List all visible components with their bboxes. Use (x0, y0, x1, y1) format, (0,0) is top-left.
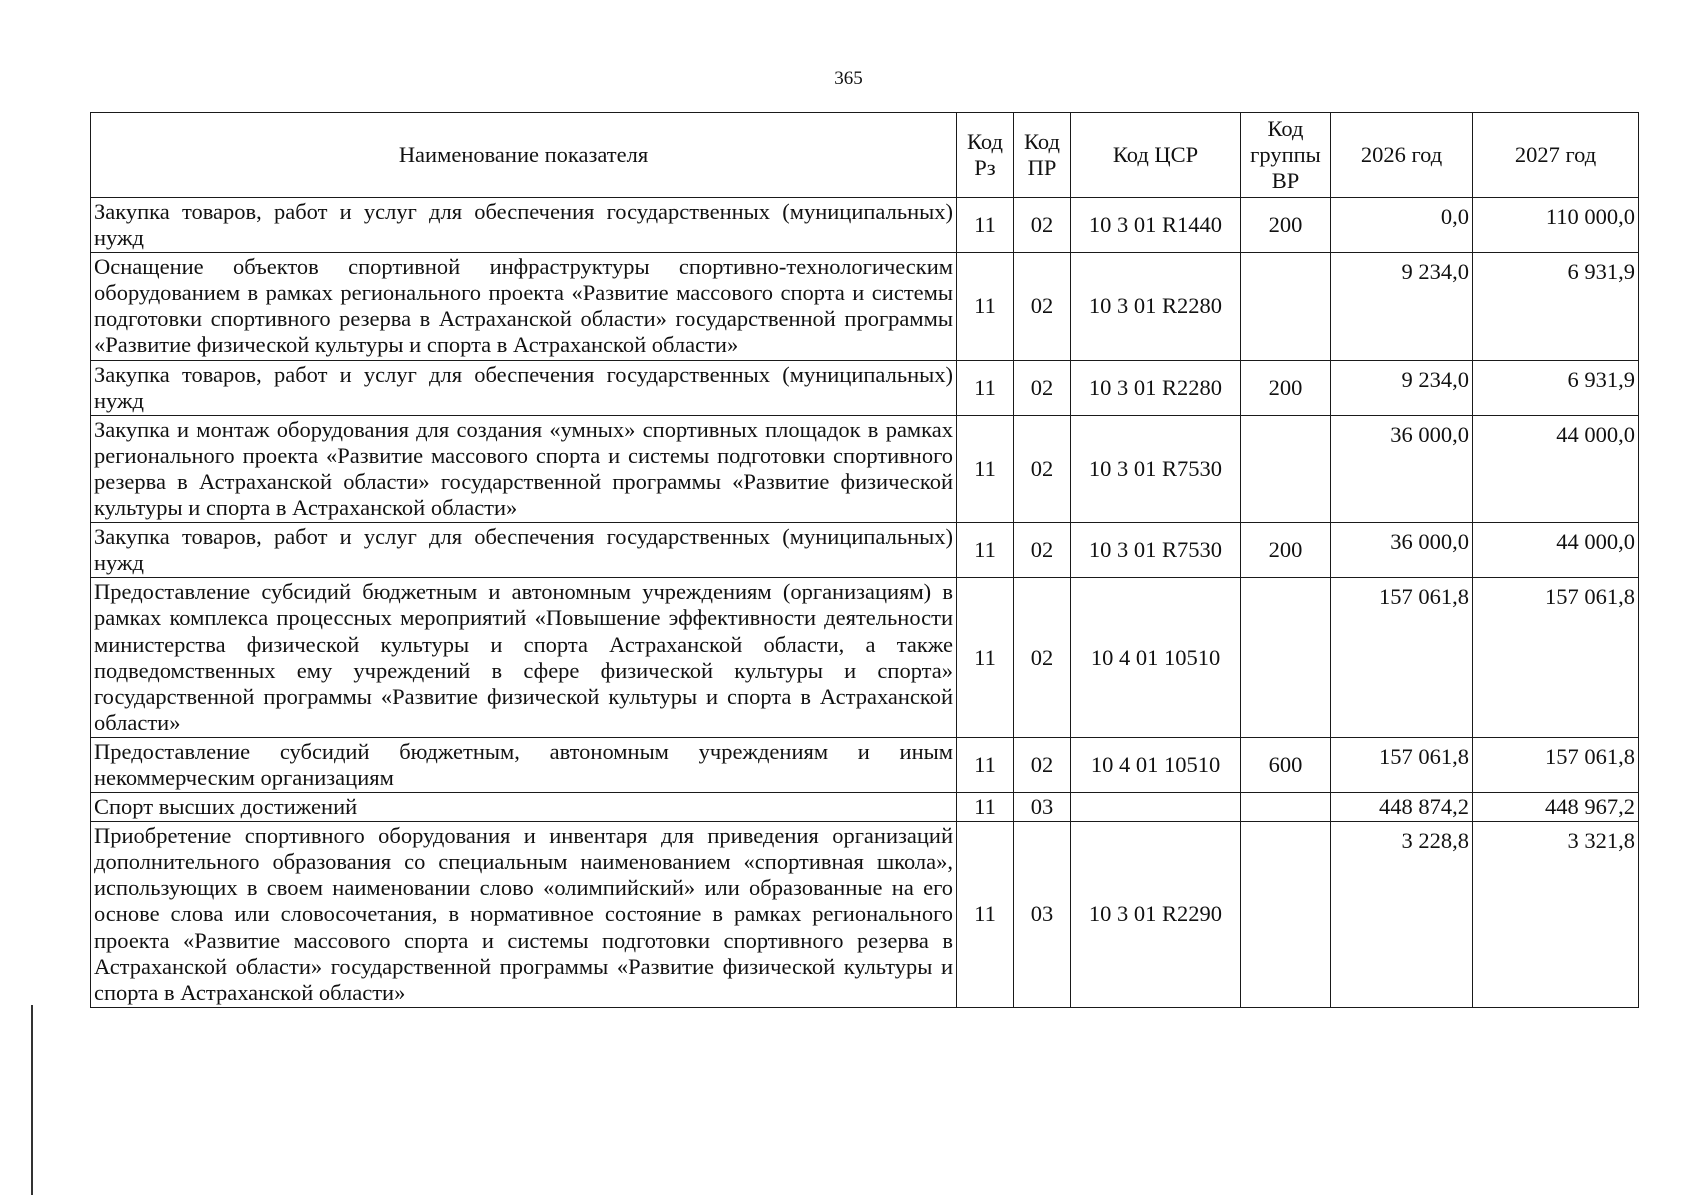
row-csr: 10 4 01 10510 (1071, 578, 1241, 738)
row-vr (1241, 793, 1331, 822)
row-csr: 10 3 01 R2280 (1071, 360, 1241, 415)
row-name: Закупка товаров, работ и услуг для обеспечения государственных (муниципальных) нужд (91, 360, 957, 415)
row-2027: 44 000,0 (1473, 415, 1639, 522)
row-name: Приобретение спортивного оборудования и инвентаря для приведения организаций дополнительного образования со специальным наименованием «спортивная школа», использующих в своем наименовании слово «олимпийский» или образованные на его основе слова или словосочетания, в нормативное состояние в рамках регионального проекта «Развитие массового спорта и системы подготовки спортивного резерва в Астраханской области» государственной программы «Развитие физической культуры и спорта в Астраханской области» (91, 822, 957, 1008)
row-csr: 10 4 01 10510 (1071, 737, 1241, 792)
row-pr: 03 (1014, 822, 1071, 1008)
row-2027: 6 931,9 (1473, 253, 1639, 360)
row-rz: 11 (957, 198, 1014, 253)
row-rz: 11 (957, 822, 1014, 1008)
header-name: Наименование показателя (91, 113, 957, 198)
table-row (91, 822, 1639, 1008)
row-name: Предоставление субсидий бюджетным и автономным учреждениям (организациям) в рамках комплекса процессных мероприятий «Повышение эффективности деятельности министерства физической культуры и спорта Астраханской области, а также подведомственных ему учреждений в сфере физической культуры и спорта» государственной программы «Развитие физической культуры и спорта в Астраханской области» (91, 578, 957, 738)
row-2027: 6 931,9 (1473, 360, 1639, 415)
row-vr: 600 (1241, 737, 1331, 792)
table-row (91, 578, 1639, 738)
row-pr: 02 (1014, 253, 1071, 360)
row-pr: 02 (1014, 578, 1071, 738)
table-row (91, 523, 1639, 578)
row-name: Предоставление субсидий бюджетным, автономным учреждениям и иным некоммерческим организациям (91, 737, 957, 792)
row-pr: 03 (1014, 793, 1071, 822)
row-vr: 200 (1241, 523, 1331, 578)
header-csr: Код ЦСР (1071, 113, 1241, 198)
row-rz: 11 (957, 793, 1014, 822)
row-2026: 157 061,8 (1331, 737, 1473, 792)
table-row (91, 415, 1639, 522)
header-pr: Код ПР (1014, 113, 1071, 198)
row-2026: 36 000,0 (1331, 523, 1473, 578)
row-2026: 157 061,8 (1331, 578, 1473, 738)
table-row (91, 793, 1639, 822)
row-csr: 10 3 01 R7530 (1071, 415, 1241, 522)
table-row (91, 198, 1639, 253)
row-csr: 10 3 01 R7530 (1071, 523, 1241, 578)
row-pr: 02 (1014, 523, 1071, 578)
row-pr: 02 (1014, 737, 1071, 792)
row-name: Закупка товаров, работ и услуг для обеспечения государственных (муниципальных) нужд (91, 523, 957, 578)
row-vr (1241, 253, 1331, 360)
row-2027: 157 061,8 (1473, 578, 1639, 738)
page-number: 365 (834, 68, 863, 89)
table-header-row (91, 113, 1639, 198)
row-rz: 11 (957, 737, 1014, 792)
row-2026: 9 234,0 (1331, 253, 1473, 360)
row-2027: 448 967,2 (1473, 793, 1639, 822)
row-2026: 448 874,2 (1331, 793, 1473, 822)
table-row (91, 360, 1639, 415)
row-csr: 10 3 01 R1440 (1071, 198, 1241, 253)
row-2027: 3 321,8 (1473, 822, 1639, 1008)
row-2026: 9 234,0 (1331, 360, 1473, 415)
row-2027: 157 061,8 (1473, 737, 1639, 792)
header-2027: 2027 год (1473, 113, 1639, 198)
row-name: Оснащение объектов спортивной инфраструктуры спортивно-технологическим оборудованием в рамках регионального проекта «Развитие массового спорта и системы подготовки спортивного резерва в Астраханской области» государственной программы «Развитие физической культуры и спорта в Астраханской области» (91, 253, 957, 360)
row-rz: 11 (957, 415, 1014, 522)
row-rz: 11 (957, 578, 1014, 738)
header-rz: Код Рз (957, 113, 1014, 198)
row-pr: 02 (1014, 415, 1071, 522)
row-rz: 11 (957, 253, 1014, 360)
row-rz: 11 (957, 523, 1014, 578)
row-csr: 10 3 01 R2280 (1071, 253, 1241, 360)
row-2027: 44 000,0 (1473, 523, 1639, 578)
row-name: Закупка и монтаж оборудования для создания «умных» спортивных площадок в рамках регионального проекта «Развитие массового спорта и системы подготовки спортивного резерва в Астраханской области» государственной программы «Развитие физической культуры и спорта в Астраханской области» (91, 415, 957, 522)
row-csr: 10 3 01 R2290 (1071, 822, 1241, 1008)
table-row (91, 253, 1639, 360)
row-pr: 02 (1014, 360, 1071, 415)
row-rz: 11 (957, 360, 1014, 415)
row-2026: 36 000,0 (1331, 415, 1473, 522)
row-csr (1071, 793, 1241, 822)
budget-table (90, 112, 1639, 1008)
row-name: Спорт высших достижений (91, 793, 957, 822)
table-row (91, 737, 1639, 792)
header-vr: Код группы ВР (1241, 113, 1331, 198)
scan-margin-line (31, 1005, 33, 1195)
row-name: Закупка товаров, работ и услуг для обеспечения государственных (муниципальных) нужд (91, 198, 957, 253)
row-vr: 200 (1241, 198, 1331, 253)
header-2026: 2026 год (1331, 113, 1473, 198)
row-pr: 02 (1014, 198, 1071, 253)
row-vr (1241, 822, 1331, 1008)
row-2026: 3 228,8 (1331, 822, 1473, 1008)
row-2027: 110 000,0 (1473, 198, 1639, 253)
row-vr (1241, 415, 1331, 522)
row-vr (1241, 578, 1331, 738)
row-2026: 0,0 (1331, 198, 1473, 253)
row-vr: 200 (1241, 360, 1331, 415)
